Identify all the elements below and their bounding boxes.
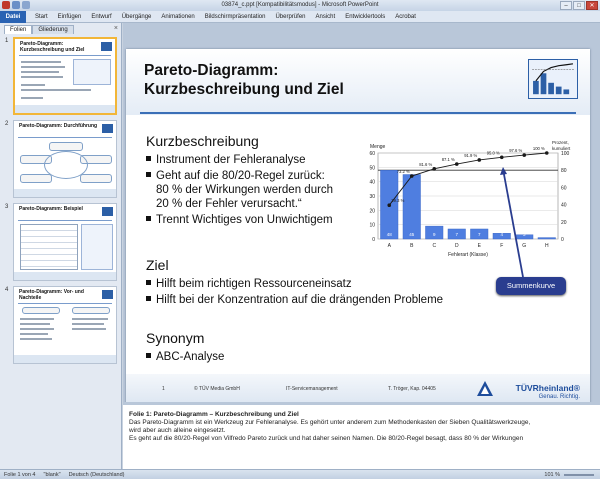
bullet-text: Geht auf die 80/20-Regel zurück: — [156, 170, 325, 182]
section-heading-kurzbeschreibung[interactable]: Kurzbeschreibung — [146, 133, 259, 149]
thumbnail-title: Pareto-Diagramm: Durchführung — [19, 123, 98, 129]
x-tick-label: E — [477, 243, 481, 249]
y-tick-label: 50 — [369, 165, 375, 172]
bar-value-label: 4 — [500, 232, 504, 237]
thumbnail-title: Pareto-Diagramm: Kurzbeschreibung und Ziel — [20, 41, 85, 53]
slide-thumbnail-2[interactable] — [13, 120, 117, 198]
section-heading-ziel[interactable]: Ziel — [146, 257, 169, 273]
window-title: 03874_c.ppt [Kompatibilitätsmodus] - Microsoft PowerPoint — [221, 2, 379, 8]
x-tick-label: G — [522, 243, 527, 249]
footer-page-number: 1 — [162, 386, 165, 392]
thumbnail-logo-icon — [101, 42, 112, 51]
cumulative-label: 73.2 % — [396, 169, 410, 175]
thumbnail-row-4[interactable] — [0, 286, 122, 366]
tab-transitions[interactable]: Übergänge — [121, 14, 152, 20]
thumbnail-text-line — [72, 323, 104, 325]
status-language[interactable]: Deutsch (Deutschland) — [68, 472, 125, 478]
zoom-slider[interactable] — [564, 474, 594, 476]
window-controls — [560, 1, 598, 10]
bullet-text: Trennt Wichtiges von Unwichtigem — [156, 214, 333, 226]
thumbnail-title: Pareto-Diagramm: Vor- und Nachteile — [19, 289, 84, 301]
bar-value-label: 7 — [477, 232, 481, 237]
thumbnail-rule — [18, 137, 112, 138]
tuv-slogan: Genau. Richtig. — [538, 394, 580, 400]
section-heading-synonym[interactable]: Synonym — [146, 330, 205, 346]
tuv-brand-name: TÜVRheinland® — [515, 383, 580, 393]
cumulative-label: 100 % — [532, 146, 545, 151]
bullet-text: Instrument der Fehleranalyse — [156, 154, 306, 166]
bar-value-label: 45 — [409, 232, 415, 237]
y-tick-label: 20 — [369, 208, 375, 215]
thumbnail-footer — [15, 105, 115, 113]
y2-tick-label: 80 — [561, 168, 567, 175]
tab-design[interactable]: Entwurf — [91, 14, 112, 20]
y2-tick-label: 20 — [561, 219, 567, 226]
tab-acrobat[interactable]: Acrobat — [395, 14, 416, 20]
slide-thumbnail-4[interactable] — [13, 286, 117, 364]
thumbnail-chart — [73, 59, 111, 85]
slide-thumbnail-3[interactable] — [13, 203, 117, 281]
thumbnail-footer — [14, 272, 116, 280]
tab-review[interactable]: Überprüfen — [275, 14, 306, 20]
bullet-text: 20 % der Fehler verursacht.“ — [156, 198, 302, 210]
x-tick-label: A — [387, 243, 391, 249]
thumbnail-text-line — [72, 318, 108, 320]
x-tick-label: F — [500, 243, 504, 249]
status-bar — [0, 469, 600, 479]
slide-thumbnail-panel — [0, 23, 122, 469]
thumbnail-box — [72, 307, 110, 314]
x-tick-label: C — [432, 243, 437, 249]
y-axis-label: Menge — [370, 144, 386, 150]
tab-outline[interactable]: Gliederung — [32, 25, 73, 34]
slide-editing-area — [123, 23, 600, 402]
y2-tick-label: 40 — [561, 202, 567, 209]
y-tick-label: 40 — [369, 179, 375, 186]
bar-value-label: 9 — [432, 232, 436, 237]
tab-file[interactable]: Datei — [0, 11, 26, 23]
thumbnail-chart — [81, 224, 113, 270]
bullet-text: Hilft beim richtigen Ressourceneinsatz — [156, 278, 352, 290]
y-tick-label: 0 — [372, 237, 375, 243]
y2-tick-label: 60 — [561, 185, 567, 192]
thumbnail-text-line — [21, 97, 43, 99]
x-tick-label: B — [410, 243, 414, 249]
y-tick-label: 60 — [369, 151, 375, 157]
maximize-button[interactable]: □ — [573, 1, 585, 10]
notes-pane[interactable] — [123, 402, 600, 469]
thumbnail-box — [20, 174, 52, 183]
footer-copyright: © TÜV Media GmbH — [194, 386, 240, 392]
thumbnail-text-line — [20, 318, 54, 320]
y2-axis-label-line2: kumuliert — [552, 146, 571, 151]
slide-thumbnail-1[interactable] — [13, 37, 117, 115]
slide-canvas[interactable] — [126, 49, 590, 411]
thumbnail-box — [80, 174, 112, 183]
status-left — [4, 472, 125, 478]
notes-title: Folie 1: Pareto-Diagramm – Kurzbeschreibung und Ziel — [129, 411, 299, 418]
bar-value-label: 7 — [455, 232, 459, 237]
thumbnail-cycle — [44, 151, 88, 179]
notes-line: Es geht auf die 80/20-Regel von Vilfredo Pareto zurück und hat daher seinen Namen. Die 80/20-Regel besagt, dass 80 % der Wirkungen — [129, 435, 524, 442]
tab-insert[interactable]: Einfügen — [57, 14, 82, 20]
thumbnail-text-line — [20, 338, 52, 340]
close-button[interactable]: ✕ — [586, 1, 598, 10]
thumbnail-number: 1 — [5, 38, 9, 44]
title-bar — [0, 0, 600, 11]
thumbnail-text-line — [21, 76, 63, 78]
ribbon-tabs — [0, 11, 600, 23]
panel-tabs — [4, 25, 74, 34]
cumulative-label: 97.6 % — [509, 148, 523, 154]
close-panel-icon[interactable]: × — [113, 25, 118, 32]
y2-axis-label-line1: Prozent, — [552, 140, 569, 145]
thumbnail-title: Pareto-Diagramm: Beispiel — [19, 206, 83, 212]
thumbnail-text-line — [21, 71, 59, 73]
y-tick-label: 30 — [369, 194, 375, 200]
tab-start[interactable]: Start — [35, 14, 48, 20]
thumbnail-row-1[interactable] — [0, 37, 122, 117]
bullet-text: ABC-Analyse — [156, 351, 225, 363]
status-theme: "blank" — [43, 472, 61, 478]
footer-author: T. Tröger, Kap. 04405 — [388, 386, 436, 392]
tab-animations[interactable]: Animationen — [161, 14, 195, 20]
x-tick-label: D — [454, 243, 459, 249]
bullet-text: Hilft bei der Konzentration auf die drängenden Probleme — [156, 294, 444, 306]
slide-title-line2: Kurzbeschreibung und Ziel — [144, 81, 344, 98]
cumulative-label: 91.9 % — [464, 152, 478, 158]
thumbnail-rule — [19, 55, 111, 56]
thumbnail-text-line — [21, 84, 45, 86]
cumulative-label: 95.0 % — [486, 150, 500, 156]
tab-slideshow[interactable]: Bildschirmpräsentation — [204, 14, 266, 20]
thumbnail-logo-icon — [102, 290, 113, 299]
thumbnail-number: 4 — [5, 287, 9, 293]
notes-line: wird aber auch alleine eingesetzt. — [129, 427, 226, 434]
thumbnail-number: 3 — [5, 204, 9, 210]
bar-value-label: 48 — [386, 232, 392, 237]
thumbnail-text-line — [21, 89, 91, 91]
thumbnail-text-line — [21, 61, 61, 63]
thumbnail-box — [49, 142, 83, 151]
thumbnail-table — [20, 224, 78, 270]
tuv-triangle-icon — [476, 380, 494, 398]
thumbnail-number: 2 — [5, 121, 9, 127]
cumulative-label: 87.1 % — [441, 157, 455, 163]
zoom-level[interactable]: 101 % — [544, 472, 560, 478]
y-tick-label: 10 — [369, 222, 375, 229]
bar-value-label: 1 — [545, 232, 549, 237]
thumbnail-logo-icon — [102, 207, 113, 216]
callout-arrow-line — [503, 169, 523, 277]
thumbnail-text-line — [20, 323, 50, 325]
slide-title-line1: Pareto-Diagramm: — [144, 62, 279, 79]
thumbnail-text-line — [21, 66, 65, 68]
minimize-button[interactable]: – — [560, 1, 572, 10]
thumbnail-text-line — [72, 328, 106, 330]
thumbnail-box — [22, 307, 60, 314]
tab-view[interactable]: Ansicht — [315, 14, 336, 20]
thumbnail-text-line — [20, 328, 54, 330]
thumbnail-rule — [18, 303, 112, 304]
x-tick-label: H — [544, 243, 549, 249]
thumbnail-logo-icon — [102, 124, 113, 133]
tab-slides[interactable]: Folien — [4, 25, 32, 34]
ribbon-tab-list — [30, 11, 421, 23]
thumbnail-text-line — [20, 333, 48, 335]
thumbnail-footer — [14, 355, 116, 363]
thumbnail-footer — [14, 189, 116, 197]
bullet-text: 80 % der Wirkungen werden durch — [156, 184, 334, 196]
cumulative-label: 81.6 % — [419, 161, 433, 167]
thumbnail-row-2[interactable] — [0, 120, 122, 200]
x-axis-label: Fehlerart (Klasse) — [448, 252, 488, 258]
notes-line: Das Pareto-Diagramm ist ein Werkzeug zur Fehleranalyse. Es gehört unter anderem zum Methodenkasten der Sieben Qualitätswerkzeuge, — [129, 419, 531, 426]
thumbnail-rule — [18, 220, 112, 221]
tab-developer[interactable]: Entwicklertools — [345, 14, 386, 20]
status-slide-info: Folie 1 von 4 — [4, 472, 36, 478]
summenkurve-callout[interactable]: Summenkurve — [496, 277, 566, 295]
y2-tick-label: 100 — [561, 151, 570, 157]
thumbnail-row-3[interactable] — [0, 203, 122, 283]
footer-topic: IT-Servicemanagement — [286, 386, 338, 392]
callout-arrow-head — [500, 167, 507, 175]
y2-tick-label: 0 — [561, 237, 564, 243]
callout-arrow — [126, 49, 590, 411]
bar-value-label: 3 — [522, 232, 526, 237]
cumulative-label: 39.3 % — [391, 198, 405, 204]
